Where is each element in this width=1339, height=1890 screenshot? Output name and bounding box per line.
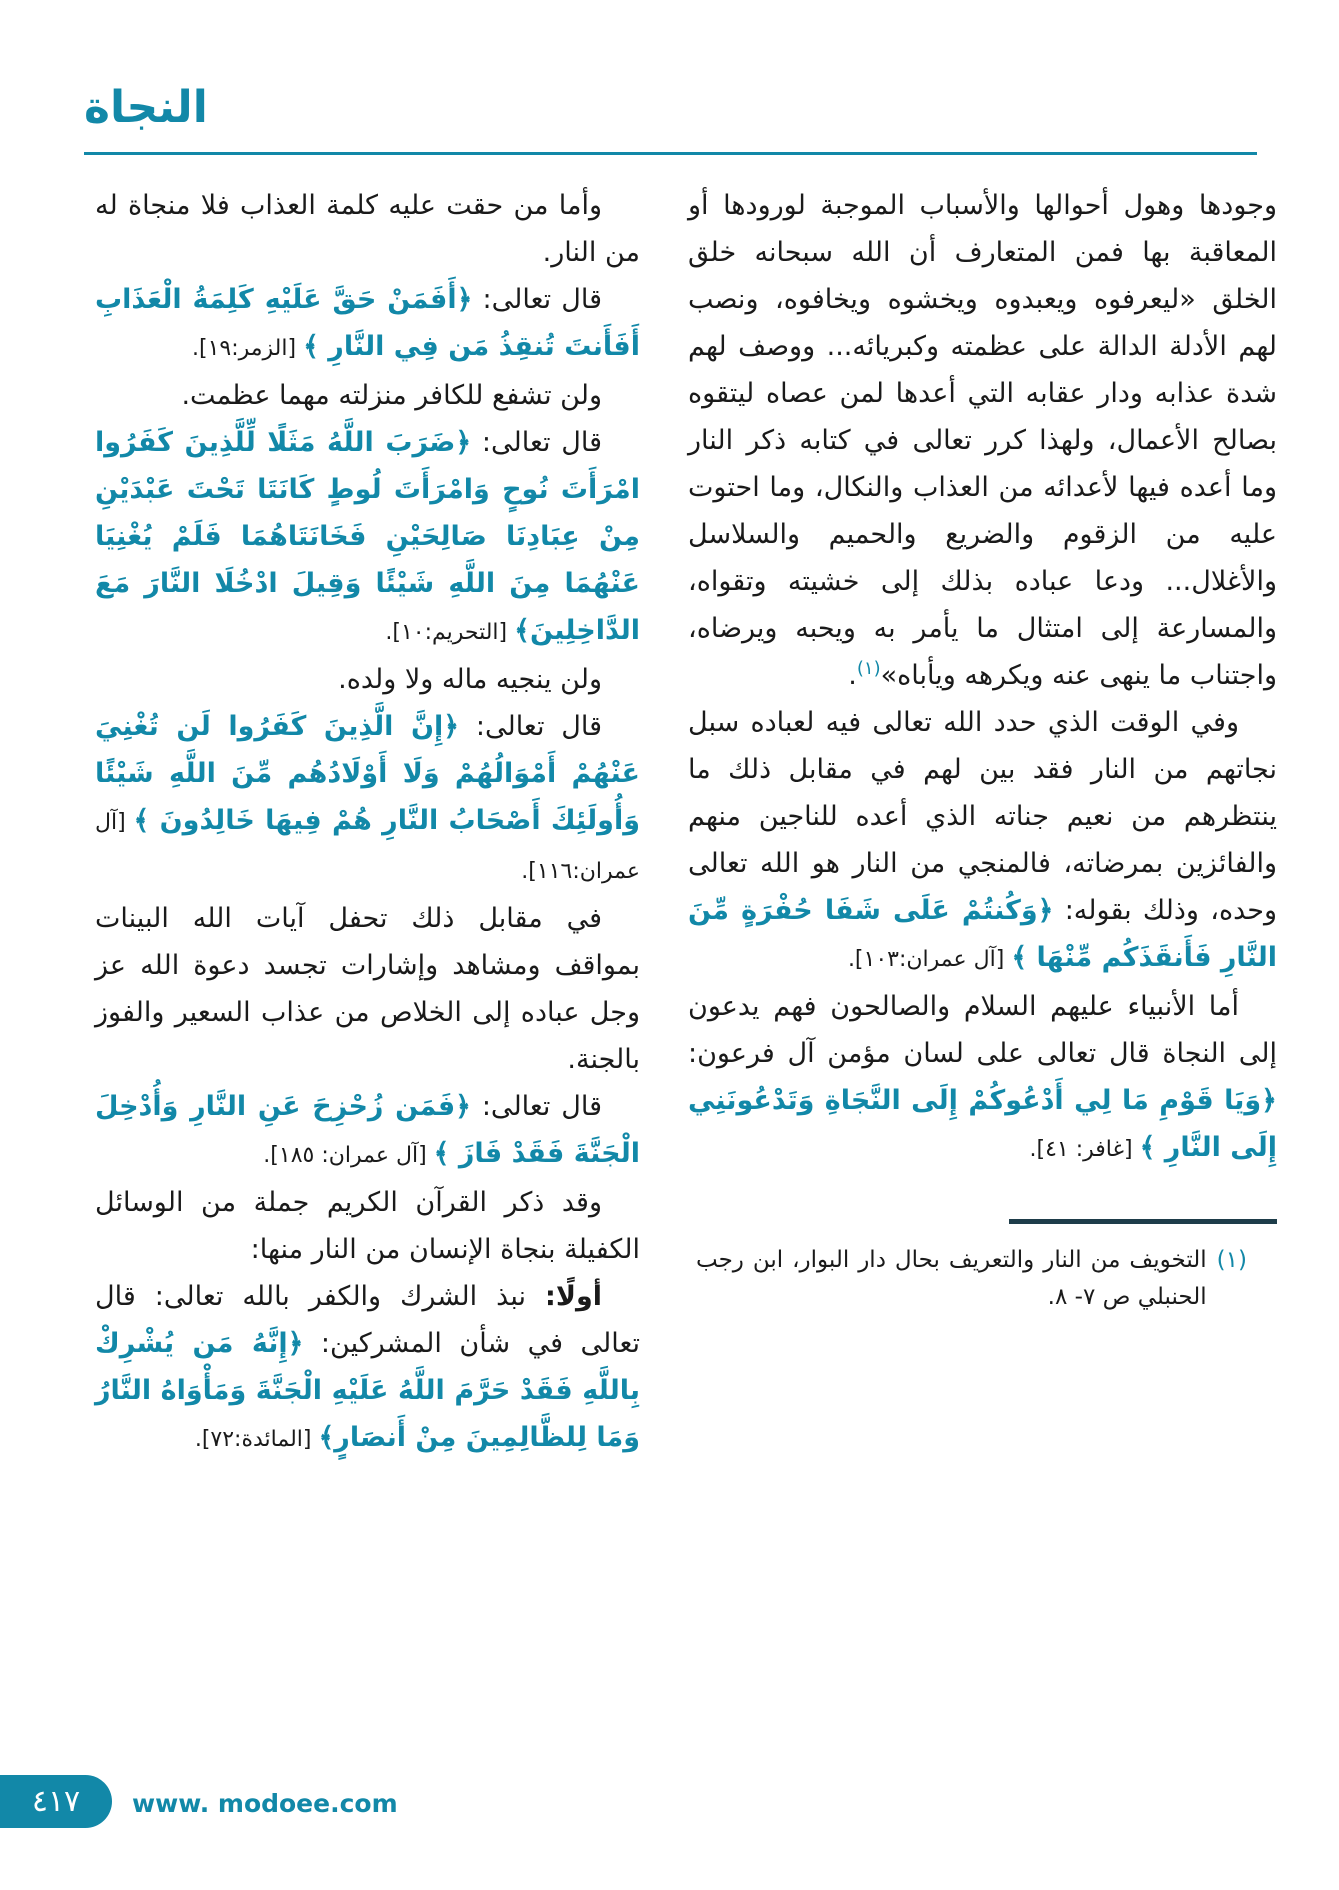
footnote bbox=[688, 1242, 1277, 1316]
column-right bbox=[688, 182, 1277, 1463]
verse-reference: [المائدة:٧٢]. bbox=[194, 1427, 319, 1452]
body-text: قال تعالى: bbox=[471, 427, 602, 458]
paragraph bbox=[95, 419, 640, 656]
paragraph bbox=[95, 656, 640, 703]
body-text: وفي الوقت الذي حدد الله تعالى فيه لعباده سبل نجاتهم من النار فقد بين لهم في مقابل ذلك ما ينتظرهم من نعيم جناته الذي أعده للناجين منهم والفائزين بمرضاته، فالمنجي من النار هو الله تعالى وحده، وذلك بقوله: bbox=[688, 707, 1277, 926]
quran-verse: ﴿فَمَن زُحْزِحَ عَنِ النَّارِ وَأُدْخِلَ الْجَنَّةَ فَقَدْ فَازَ ﴾ bbox=[95, 1091, 640, 1169]
footnote-ref: (١) bbox=[856, 658, 881, 679]
book-logo: النجاة bbox=[84, 82, 208, 133]
verse-reference: [التحريم:١٠]. bbox=[385, 620, 515, 645]
paragraph bbox=[95, 1083, 640, 1179]
quran-verse: ﴿إِنَّ الَّذِينَ كَفَرُوا لَن تُغْنِيَ عَنْهُمْ أَمْوَالُهُمْ وَلَا أَوْلَادُهُم مِّنَ اللَّهِ شَيْئًا وَأُولَئِكَ أَصْحَابُ النَّارِ هُمْ فِيهَا خَالِدُونَ ﴾ bbox=[95, 711, 640, 836]
paragraph bbox=[95, 1273, 640, 1463]
paragraph bbox=[95, 182, 640, 276]
paragraph bbox=[95, 703, 640, 895]
paragraph bbox=[95, 1179, 640, 1273]
verse-reference: [آل عمران:١٠٣]. bbox=[847, 947, 1012, 972]
footnote-marker: (١) bbox=[1216, 1247, 1247, 1273]
page-number: ٤١٧ bbox=[31, 1784, 81, 1819]
body-text: نبذ الشرك والكفر بالله تعالى: قال تعالى في شأن المشركين: bbox=[95, 1281, 640, 1359]
footnote-separator bbox=[1009, 1219, 1277, 1224]
website-url: www. modoee.com bbox=[132, 1789, 398, 1818]
page-content bbox=[95, 182, 1277, 1463]
body-text: . bbox=[848, 660, 857, 691]
column-left-paragraphs bbox=[95, 182, 640, 1463]
header-divider bbox=[84, 152, 1257, 155]
paragraph bbox=[688, 983, 1277, 1173]
body-text: وجودها وهول أحوالها والأسباب الموجبة لورودها أو المعاقبة بها فمن المتعارف أن الله سبحانه خلق الخلق «ليعرفوه ويعبدوه ويخشوه ويخافوه، ونصب لهم الأدلة الدالة على عظمته وكبريائه... ووصف لهم شدة عذابه ودار عقابه التي أعدها لمن عصاه ليتقوه بصالح الأعمال، ولهذا كرر تعالى في كتابه ذكر النار وما أعده فيها لأعدائه من العذاب والنكال، وما احتوت عليه من الزقوم والضريع والحميم والسلاسل والأغلال... ودعا عباده بذلك إلى خشيته وتقواه، والمسارعة إلى امتثال ما يأمر به ويحبه ويرضاه، واجتناب ما ينهى عنه ويكرهه ويأباه» bbox=[688, 190, 1277, 691]
column-right-paragraphs bbox=[688, 182, 1277, 1173]
body-text: قال تعالى: bbox=[459, 711, 602, 742]
verse-reference: [آل عمران: ١٨٥]. bbox=[263, 1143, 434, 1168]
quran-verse: ﴿وَيَا قَوْمِ مَا لِي أَدْعُوكُمْ إِلَى النَّجَاةِ وَتَدْعُونَنِي إِلَى النَّارِ ﴾ bbox=[688, 1085, 1277, 1163]
paragraph bbox=[95, 372, 640, 419]
body-text: قال تعالى: bbox=[471, 1091, 603, 1122]
footnote-text: التخويف من النار والتعريف بحال دار البوار، ابن رجب الحنبلي ص ٧- ٨. bbox=[696, 1247, 1207, 1310]
quran-verse: ﴿وَكُنتُمْ عَلَى شَفَا حُفْرَةٍ مِّنَ النَّارِ فَأَنقَذَكُم مِّنْهَا ﴾ bbox=[688, 895, 1277, 973]
body-text: أما الأنبياء عليهم السلام والصالحون فهم يدعون إلى النجاة قال تعالى على لسان مؤمن آل فرعون: bbox=[688, 991, 1277, 1069]
column-left bbox=[95, 182, 640, 1463]
paragraph bbox=[688, 182, 1277, 699]
quran-verse: ﴿إِنَّهُ مَن يُشْرِكْ بِاللَّهِ فَقَدْ حَرَّمَ اللَّهُ عَلَيْهِ الْجَنَّةَ وَمَأْوَاهُ النَّارُ وَمَا لِلظَّالِمِينَ مِنْ أَنصَارٍ﴾ bbox=[95, 1328, 640, 1453]
verse-reference: [غافر: ٤١]. bbox=[1029, 1137, 1140, 1162]
quran-verse: ﴿ضَرَبَ اللَّهُ مَثَلًا لِّلَّذِينَ كَفَرُوا امْرَأَتَ نُوحٍ وَامْرَأَتَ لُوطٍ كَانَتَا تَحْتَ عَبْدَيْنِ مِنْ عِبَادِنَا صَالِحَيْنِ فَخَانَتَاهُمَا فَلَمْ يُغْنِيَا عَنْهُمَا مِنَ اللَّهِ شَيْئًا وَقِيلَ ادْخُلَا النَّارَ مَعَ الدَّاخِلِينَ﴾ bbox=[95, 427, 640, 646]
paragraph bbox=[95, 895, 640, 1083]
quran-verse: ﴿أَفَمَنْ حَقَّ عَلَيْهِ كَلِمَةُ الْعَذَابِ أَفَأَنتَ تُنقِذُ مَن فِي النَّارِ ﴾ bbox=[95, 284, 640, 362]
body-text: وقد ذكر القرآن الكريم جملة من الوسائل الكفيلة بنجاة الإنسان من النار منها: bbox=[95, 1187, 640, 1265]
page-number-badge bbox=[0, 1775, 112, 1828]
body-text: في مقابل ذلك تحفل آيات الله البينات بمواقف ومشاهد وإشارات تجسد دعوة الله عز وجل عباده إلى الخلاص من عذاب السعير والفوز بالجنة. bbox=[95, 903, 640, 1075]
verse-reference: [الزمر:١٩]. bbox=[191, 336, 304, 361]
body-text: قال تعالى: bbox=[472, 284, 602, 315]
body-text: وأما من حقت عليه كلمة العذاب فلا منجاة له من النار. bbox=[95, 190, 640, 268]
body-text: ولن تشفع للكافر منزلته مهما عظمت. bbox=[181, 380, 602, 411]
paragraph bbox=[95, 276, 640, 372]
verse-reference: [آل عمران:١١٦]. bbox=[95, 810, 640, 884]
body-text: ولن ينجيه ماله ولا ولده. bbox=[338, 664, 602, 695]
emphasis-text: أولًا: bbox=[545, 1281, 602, 1312]
paragraph bbox=[688, 699, 1277, 983]
